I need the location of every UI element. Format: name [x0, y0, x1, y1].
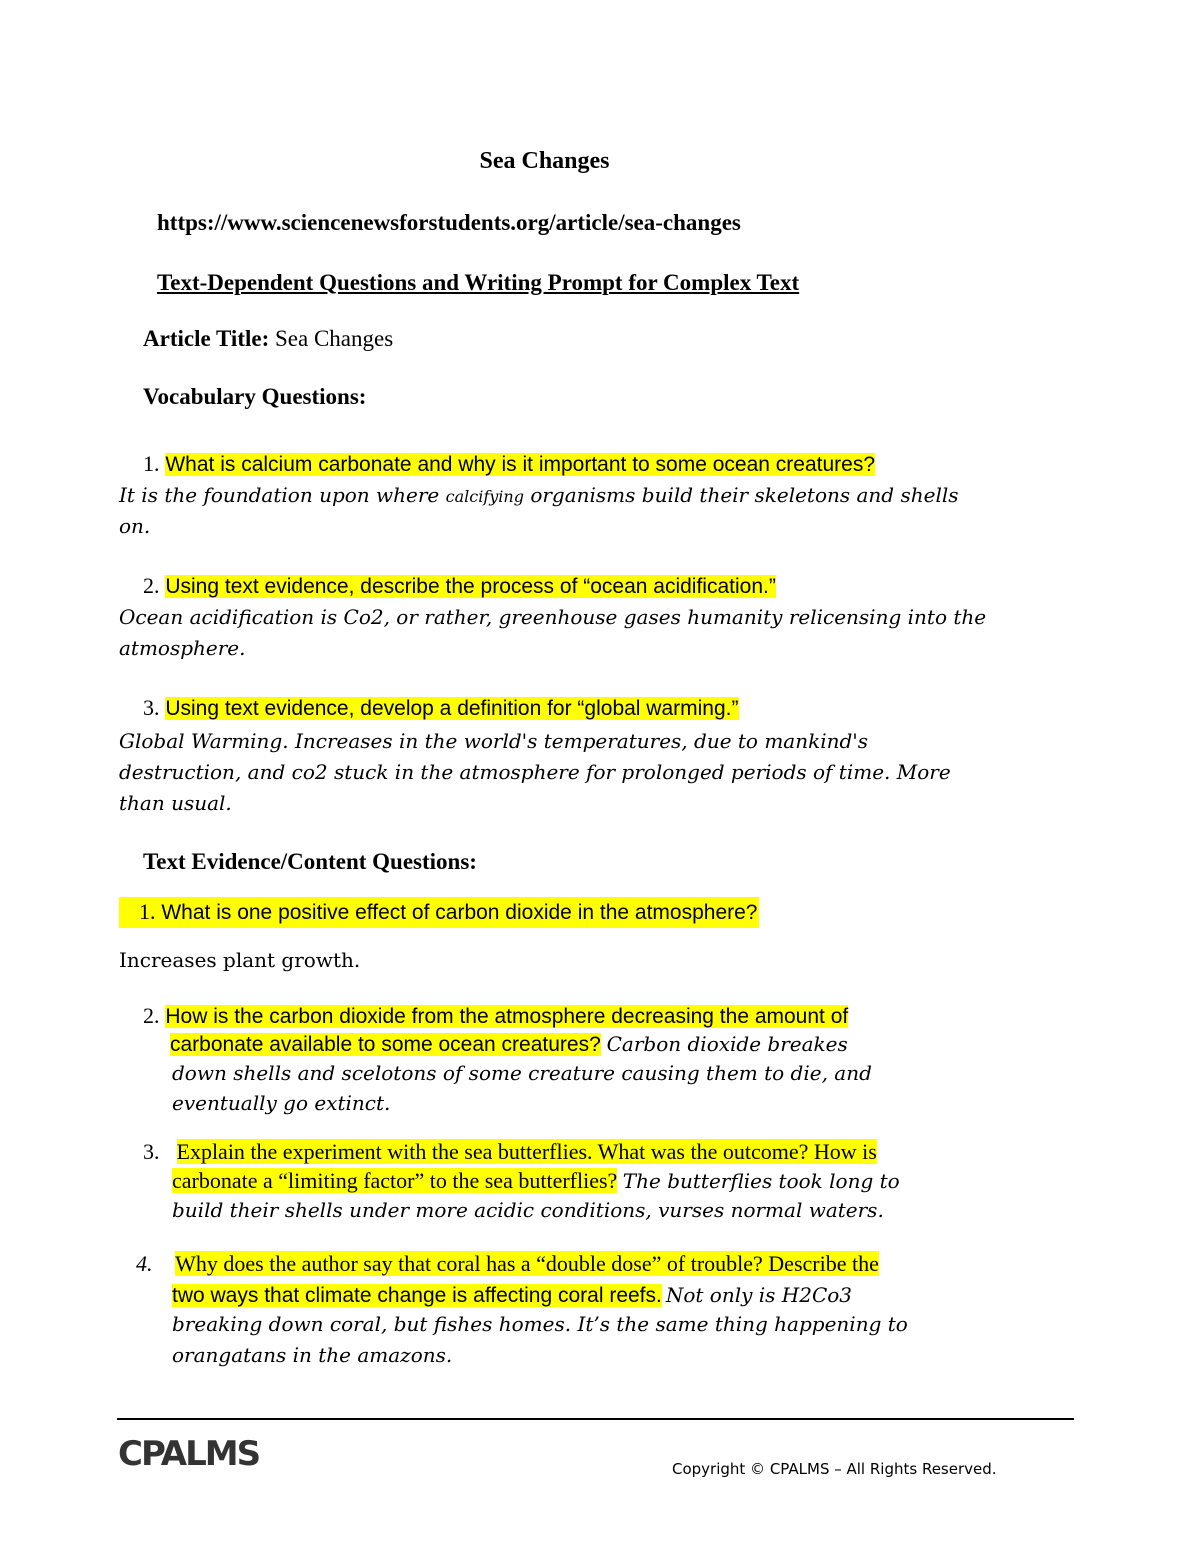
vocab-q2-number: 2. [143, 573, 160, 598]
content-q4-line-2: two ways that climate change is affecting coral reefs. [172, 1284, 662, 1307]
content-question-2-cont [170, 1029, 848, 1060]
content-a2-line-1: Carbon dioxide breakes [606, 1032, 848, 1056]
copyright-text: Copyright © CPALMS – All Rights Reserved. [672, 1460, 997, 1478]
vocab-q3-text: Using text evidence, develop a definition for “global warming.” [165, 697, 739, 720]
vocab-answer-1-cont: on. [119, 514, 151, 538]
vocab-answer-1 [119, 480, 959, 512]
content-a4-line-1: Not only is H2Co3 [665, 1283, 853, 1307]
content-question-3-cont [172, 1166, 900, 1197]
content-q4-line-1: Why does the author say that coral has a “double dose” of trouble? Describe the [175, 1251, 879, 1276]
article-title-value: Sea Changes [275, 326, 394, 351]
vocab-q1-number: 1. [143, 451, 160, 476]
content-question-4 [136, 1249, 879, 1278]
content-q2-line-2: carbonate available to some ocean creatures? [170, 1033, 601, 1056]
vocab-question-3 [143, 693, 739, 724]
vocab-answer-3-line-3: than usual. [119, 791, 232, 815]
content-answer-4-line-3: orangatans in the amazons. [172, 1343, 453, 1367]
content-question-3 [143, 1137, 877, 1166]
article-url: https://www.sciencenewsforstudents.org/article/sea-changes [157, 210, 741, 235]
vocab-answer-3-line-1: Global Warming. Increases in the world's temperatures, due to mankind's [119, 729, 869, 753]
content-q4-number: 4. [136, 1251, 153, 1276]
content-heading: Text Evidence/Content Questions: [143, 849, 477, 874]
article-title-line [143, 326, 393, 352]
vocab-a1-part-a: It is the foundation upon where [119, 483, 440, 507]
content-q2-number: 2. [143, 1003, 160, 1028]
vocab-answer-2-line-1: Ocean acidification is Co2, or rather, greenhouse gases humanity relicensing into the [119, 605, 987, 629]
vocab-answer-2-line-2: atmosphere. [119, 636, 246, 660]
worksheet-heading: Text-Dependent Questions and Writing Prompt for Complex Text [157, 270, 800, 295]
document-title: Sea Changes [479, 148, 610, 174]
article-title-label: Article Title: [143, 326, 270, 351]
vocab-q1-text: What is calcium carbonate and why is it important to some ocean creatures? [165, 453, 876, 476]
content-question-4-cont [172, 1280, 852, 1311]
vocab-question-1 [143, 449, 875, 480]
content-answer-3-line-2: build their shells under more acidic conditions, vurses normal waters. [172, 1198, 884, 1222]
cpalms-logo: CPALMS [118, 1434, 260, 1474]
vocab-q3-number: 3. [143, 695, 160, 720]
content-answer-2-line-3: eventually go extinct. [172, 1091, 391, 1115]
content-answer-1: Increases plant growth. [119, 948, 361, 972]
content-answer-2-line-2: down shells and scelotons of some creature causing them to die, and [172, 1061, 872, 1085]
content-q3-number: 3. [143, 1139, 160, 1164]
content-a3-line-1: The butterflies took long to [622, 1169, 900, 1193]
content-question-2 [143, 1001, 848, 1032]
vocab-question-2 [143, 571, 776, 602]
vocab-heading: Vocabulary Questions: [143, 384, 367, 409]
content-answer-4-line-2: breaking down coral, but fishes homes. It’s the same thing happening to [172, 1312, 908, 1336]
content-q1-text: What is one positive effect of carbon dioxide in the atmosphere? [161, 901, 758, 924]
content-question-1 [119, 897, 759, 928]
vocab-a1-part-c: organisms build their skeletons and shells [530, 483, 959, 507]
vocab-q2-text: Using text evidence, describe the process of “ocean acidification.” [165, 575, 776, 598]
content-q3-line-2: carbonate a “limiting factor” to the sea butterflies? [172, 1168, 618, 1193]
content-q1-number: 1. [139, 899, 156, 924]
vocab-a1-part-b: calcifying [445, 487, 524, 506]
content-q2-line-1: How is the carbon dioxide from the atmosphere decreasing the amount of [165, 1005, 849, 1028]
footer-divider [117, 1418, 1074, 1420]
vocab-answer-3-line-2: destruction, and co2 stuck in the atmosphere for prolonged periods of time. More [119, 760, 951, 784]
content-q3-line-1: Explain the experiment with the sea butterflies. What was the outcome? How is [176, 1139, 877, 1164]
